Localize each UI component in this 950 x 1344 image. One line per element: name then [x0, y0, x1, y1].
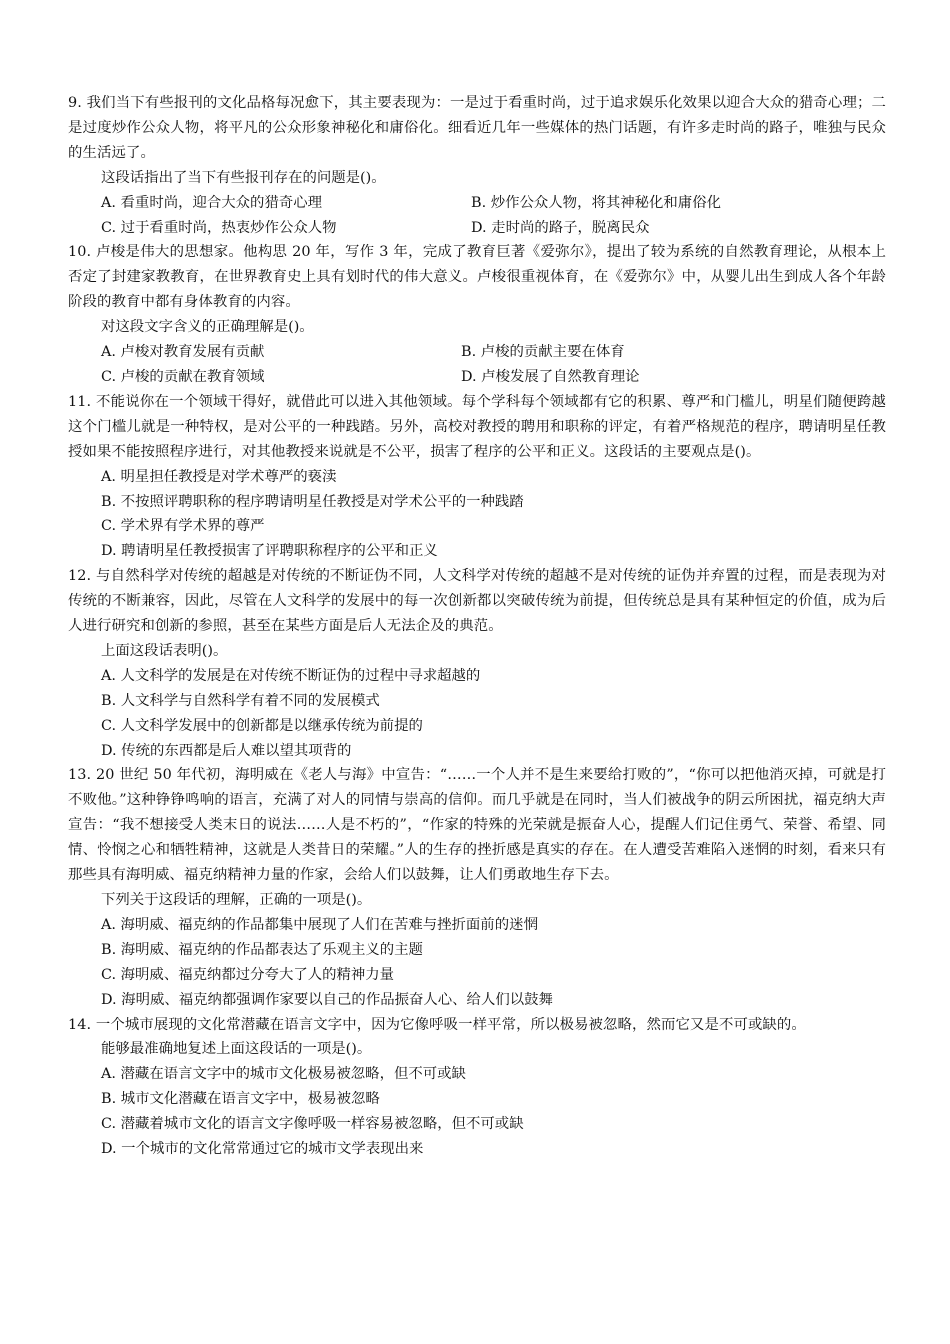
question-prompt: 对这段文字含义的正确理解是()。 [101, 319, 314, 336]
option-a: A. 看重时尚，迎合大众的猎奇心理 [101, 194, 323, 211]
question-text: 10. 卢梭是伟大的思想家。他构思 20 年，写作 3 年，完成了教育巨著《爱弥尔》，提出了较为系统的自然教育理论，从根本上否定了封建家教教育，在世界教育史上具有划时代的伟大意义。卢梭很重视体育，在《爱弥尔》中，从婴儿出生到成人各个年龄阶段的教育中都有身体教育的内容。 [68, 244, 886, 311]
question-13 [68, 763, 886, 1012]
option-a: A. 人文科学的发展是在对传统不断证伪的过程中寻求超越的 [101, 667, 481, 684]
question-prompt: 能够最准确地复述上面这段话的一项是()。 [101, 1041, 372, 1058]
option-d: D. 一个城市的文化常常通过它的城市文学表现出来 [101, 1141, 424, 1158]
option-a: A. 潜藏在语言文字中的城市文化极易被忽略，但不可或缺 [101, 1066, 466, 1083]
question-12 [68, 564, 886, 763]
option-d: D. 走时尚的路子，脱离民众 [471, 219, 650, 236]
question-text: 9. 我们当下有些报刊的文化品格每况愈下，其主要表现为：一是过于看重时尚，过于追求娱乐化效果以迎合大众的猎奇心理；二是过度炒作公众人物，将平凡的公众形象神秘化和庸俗化。细看近几年一些媒体的热门话题，有许多走时尚的路子，唯独与民众的生活远了。 [68, 95, 886, 161]
question-prompt: 下列关于这段话的理解，正确的一项是()。 [101, 892, 372, 908]
option-a: A. 明星担任教授是对学术尊严的亵渎 [101, 468, 337, 485]
question-text: 13. 20 世纪 50 年代初，海明威在《老人与海》中宣告：“……一个人并不是生来要给打败的”，“你可以把他消灭掉，可就是打不败他。”这种铮铮鸣响的语言，充满了对人的同情与崇高的信仰。而几乎就是在同时，当人们被战争的阴云所困扰，福克纳大声宣告：“我不想接受人类末日的说法……人是不朽的”，“作家的特殊的光荣就是振奋人心，提醒人们记住勇气、荣誉、希望、同情、怜悯之心和牺牲精神，这就是人类昔日的荣耀。”人的生存的挫折感是真实的存在。在人遭受苦难陷入迷惘的时刻，看来只有那些具有海明威、福克纳精神力量的作家，会给人们以鼓舞，让人们勇敢地生存下去。 [68, 767, 886, 884]
option-d: D. 传统的东西都是后人难以望其项背的 [101, 742, 352, 759]
option-b: B. 卢梭的贡献主要在体育 [461, 344, 625, 361]
option-b: B. 城市文化潜藏在语言文字中，极易被忽略 [101, 1091, 380, 1108]
option-b: B. 不按照评聘职称的程序聘请明星任教授是对学术公平的一种践踏 [101, 493, 524, 510]
option-a: A. 卢梭对教育发展有贡献 [101, 344, 265, 361]
option-b: B. 海明威、福克纳的作品都表达了乐观主义的主题 [101, 941, 423, 958]
option-b: B. 人文科学与自然科学有着不同的发展模式 [101, 692, 380, 709]
question-prompt: 上面这段话表明()。 [101, 642, 228, 659]
option-c: C. 人文科学发展中的创新都是以继承传统为前提的 [101, 717, 423, 734]
document-page [68, 91, 886, 1162]
option-c: C. 卢梭的贡献在教育领域 [101, 368, 265, 385]
option-d: D. 卢梭发展了自然教育理论 [461, 368, 640, 385]
option-c: C. 海明威、福克纳都过分夸大了人的精神力量 [101, 966, 395, 983]
option-a: A. 海明威、福克纳的作品都集中展现了人们在苦难与挫折面前的迷惘 [101, 916, 538, 933]
question-text: 12. 与自然科学对传统的超越是对传统的不断证伪不同，人文科学对传统的超越不是对传统的证伪并弃置的过程，而是表现为对传统的不断兼容，因此，尽管在人文科学的发展中的每一次创新都以突破传统为前提，但传统总是具有某种恒定的价值，成为后人进行研究和创新的参照，甚至在某些方面是后人无法企及的典范。 [68, 568, 886, 635]
question-10 [68, 240, 886, 389]
question-prompt: 这段话指出了当下有些报刊存在的问题是()。 [101, 169, 386, 186]
option-c: C. 过于看重时尚，热衷炒作公众人物 [101, 219, 337, 236]
question-text: 14. 一个城市展现的文化常潜藏在语言文字中，因为它像呼吸一样平常，所以极易被忽略，然而它又是不可或缺的。 [68, 1016, 806, 1033]
option-c: C. 学术界有学术界的尊严 [101, 518, 265, 535]
question-text: 11. 不能说你在一个领域干得好，就借此可以进入其他领域。每个学科每个领域都有它的积累、尊严和门槛儿，明星们随便跨越这个门槛儿就是一种特权，是对公平的一种践踏。另外，高校对教授的聘用和职称的评定，有着严格规范的程序，聘请明星任教授如果不能按照程序进行，对其他教授来说就是不公平，损害了程序的公平和正义。这段话的主要观点是()。 [68, 393, 886, 460]
question-14 [68, 1013, 886, 1162]
option-c: C. 潜藏着城市文化的语言文字像呼吸一样容易被忽略，但不可或缺 [101, 1116, 524, 1133]
question-9 [68, 91, 886, 240]
option-d: D. 海明威、福克纳都强调作家要以自己的作品振奋人心、给人们以鼓舞 [101, 991, 553, 1008]
option-d: D. 聘请明星任教授损害了评聘职称程序的公平和正义 [101, 543, 438, 560]
question-11 [68, 390, 886, 564]
option-b: B. 炒作公众人物，将其神秘化和庸俗化 [471, 194, 721, 211]
